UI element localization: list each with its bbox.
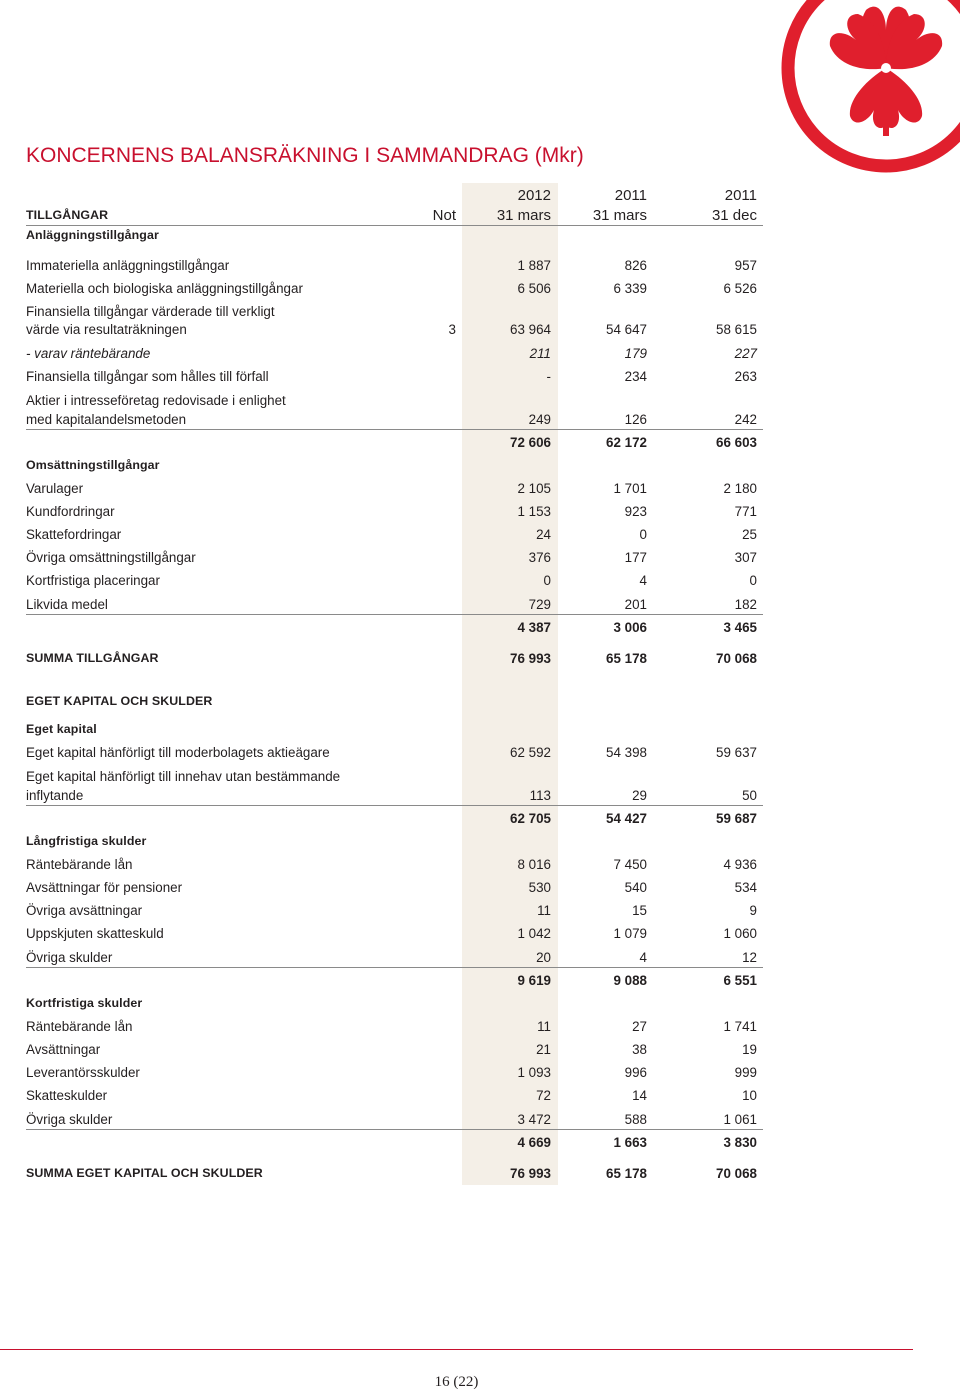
value-2012-mar: 211	[529, 346, 551, 361]
row-label: Övriga skulder	[26, 1112, 113, 1127]
value-2011-dec: 6 551	[723, 973, 757, 988]
value-2011-dec: 2 180	[723, 481, 757, 496]
value-2011-mar: 4	[639, 573, 647, 588]
row-label: med kapitalandelsmetoden	[26, 412, 187, 427]
value-2011-mar: 826	[624, 258, 647, 273]
value-2011-dec: 59 687	[716, 811, 757, 826]
value-2011-mar: 4	[639, 950, 647, 965]
table-row	[26, 1085, 763, 1105]
row-label: Aktier i intresseföretag redovisade i enlighet	[26, 393, 286, 408]
value-2011-mar: 179	[624, 346, 647, 361]
row-label: Långfristiga skulder	[26, 834, 147, 848]
row-label: Immateriella anläggningstillgångar	[26, 258, 230, 273]
value-2011-dec: 307	[734, 550, 757, 565]
table-row	[26, 501, 763, 521]
row-label: SUMMA EGET KAPITAL OCH SKULDER	[26, 1166, 263, 1180]
value-2011-dec: 242	[734, 412, 757, 427]
value-2011-mar: 29	[632, 788, 647, 803]
value-2011-mar: 65 178	[606, 1166, 647, 1181]
table-row	[26, 1163, 763, 1183]
value-2012-mar: 62 592	[510, 745, 551, 760]
value-2011-mar: 234	[624, 369, 647, 384]
value-2011-dec: 227	[734, 346, 757, 361]
row-label: Kundfordringar	[26, 504, 115, 519]
row-label: Anläggningstillgångar	[26, 228, 159, 242]
row-label: - varav räntebärande	[26, 346, 151, 361]
table-row	[26, 691, 763, 711]
value-2011-mar: 14	[632, 1088, 647, 1103]
subtotal-row	[26, 432, 763, 452]
table-row	[26, 993, 763, 1013]
value-2012-mar: 1 887	[517, 258, 551, 273]
table-row	[26, 1039, 763, 1059]
row-label: SUMMA TILLGÅNGAR	[26, 651, 159, 665]
table-row	[26, 1016, 763, 1036]
value-2012-mar: 249	[528, 412, 551, 427]
row-label: Övriga omsättningstillgångar	[26, 550, 196, 565]
row-label: inflytande	[26, 788, 84, 803]
value-2011-mar: 588	[624, 1112, 647, 1127]
row-label: Omsättningstillgångar	[26, 458, 160, 472]
value-2011-mar: 126	[624, 412, 647, 427]
value-2011-dec: 534	[734, 880, 757, 895]
value-2011-dec: 3 830	[723, 1135, 757, 1150]
table-row	[26, 785, 763, 806]
value-2011-mar: 177	[624, 550, 647, 565]
col1-year: 2012	[517, 187, 551, 204]
subtotal-row	[26, 1132, 763, 1152]
value-2012-mar: 9 619	[517, 973, 551, 988]
value-2011-mar: 54 427	[606, 811, 647, 826]
value-2011-mar: 9 088	[613, 973, 647, 988]
table-row	[26, 1062, 763, 1082]
value-2011-dec: 1 060	[723, 926, 757, 941]
row-label: Leverantörsskulder	[26, 1065, 140, 1080]
value-2012-mar: 3 472	[517, 1112, 551, 1127]
value-2011-dec: 1 061	[723, 1112, 757, 1127]
value-2011-mar: 3 006	[613, 620, 647, 635]
header-years-row	[26, 186, 763, 205]
value-2011-dec: 957	[734, 258, 757, 273]
value-2012-mar: 6 506	[517, 281, 551, 296]
value-2012-mar: 0	[543, 573, 551, 588]
value-2012-mar: 21	[536, 1042, 551, 1057]
table-row	[26, 648, 763, 668]
subtotal-row	[26, 808, 763, 828]
row-label: Avsättningar för pensioner	[26, 880, 183, 895]
value-2012-mar: 530	[528, 880, 551, 895]
table-row	[26, 923, 763, 943]
value-2012-mar: 729	[528, 597, 551, 612]
row-label: Skattefordringar	[26, 527, 122, 542]
table-row	[26, 225, 763, 245]
value-2011-mar: 65 178	[606, 651, 647, 666]
value-2012-mar: 2 105	[517, 481, 551, 496]
row-label: Eget kapital	[26, 722, 97, 736]
value-2012-mar: 62 705	[510, 811, 551, 826]
value-2011-dec: 263	[734, 369, 757, 384]
value-2011-mar: 62 172	[606, 435, 647, 450]
col1-date: 31 mars	[496, 207, 551, 224]
table-row	[26, 594, 763, 615]
table-row	[26, 547, 763, 567]
row-label: Eget kapital hänförligt till moderbolagets aktieägare	[26, 745, 330, 760]
not-column-header: Not	[432, 207, 456, 224]
col3-year: 2011	[724, 187, 757, 204]
table-row	[26, 766, 763, 786]
value-2011-dec: 771	[734, 504, 757, 519]
value-2012-mar: 1 042	[517, 926, 551, 941]
value-2011-mar: 6 339	[613, 281, 647, 296]
table-row	[26, 301, 763, 321]
value-2011-mar: 201	[624, 597, 647, 612]
value-2011-dec: 66 603	[716, 435, 757, 450]
table-row	[26, 570, 763, 590]
table-row	[26, 900, 763, 920]
note-ref: 3	[448, 322, 456, 337]
value-2011-mar: 1 079	[613, 926, 647, 941]
row-label: Avsättningar	[26, 1042, 101, 1057]
table-row	[26, 478, 763, 498]
table-row	[26, 409, 763, 430]
value-2012-mar: 113	[529, 788, 551, 803]
table-row	[26, 719, 763, 739]
row-label: Finansiella tillgångar som hålles till förfall	[26, 369, 269, 384]
value-2011-mar: 54 647	[606, 322, 647, 337]
value-2011-dec: 1 741	[723, 1019, 757, 1034]
value-2011-dec: 58 615	[716, 322, 757, 337]
value-2012-mar: -	[546, 369, 551, 384]
value-2011-dec: 182	[734, 597, 757, 612]
row-label: EGET KAPITAL OCH SKULDER	[26, 694, 213, 708]
value-2012-mar: 1 153	[517, 504, 551, 519]
table-row	[26, 831, 763, 851]
table-row	[26, 455, 763, 475]
value-2011-mar: 540	[624, 880, 647, 895]
value-2011-mar: 38	[632, 1042, 647, 1057]
value-2012-mar: 4 669	[517, 1135, 551, 1150]
table-row	[26, 1109, 763, 1130]
value-2012-mar: 72 606	[510, 435, 551, 450]
table-row	[26, 524, 763, 544]
row-label: värde via resultaträkningen	[26, 322, 187, 337]
value-2012-mar: 20	[536, 950, 551, 965]
value-2012-mar: 76 993	[510, 651, 551, 666]
value-2011-mar: 54 398	[606, 745, 647, 760]
value-2011-dec: 59 637	[716, 745, 757, 760]
row-label: Övriga skulder	[26, 950, 113, 965]
table-row	[26, 742, 763, 762]
value-2011-mar: 15	[632, 903, 647, 918]
row-label: Uppskjuten skatteskuld	[26, 926, 164, 941]
value-2011-dec: 70 068	[716, 1166, 757, 1181]
value-2012-mar: 63 964	[510, 322, 551, 337]
value-2011-dec: 19	[742, 1042, 757, 1057]
value-2011-dec: 999	[734, 1065, 757, 1080]
value-2011-mar: 996	[624, 1065, 647, 1080]
assets-heading: TILLGÅNGAR	[26, 208, 109, 222]
value-2011-dec: 3 465	[723, 620, 757, 635]
table-row	[26, 390, 763, 410]
row-label: Övriga avsättningar	[26, 903, 143, 918]
value-2012-mar: 11	[537, 903, 551, 918]
value-2012-mar: 376	[528, 550, 551, 565]
table-row	[26, 877, 763, 897]
value-2012-mar: 24	[536, 527, 551, 542]
value-2011-mar: 1 701	[613, 481, 647, 496]
company-logo	[778, 0, 960, 174]
value-2012-mar: 72	[536, 1088, 551, 1103]
value-2011-mar: 0	[639, 527, 647, 542]
value-2012-mar: 8 016	[517, 857, 551, 872]
value-2011-mar: 7 450	[613, 857, 647, 872]
row-label: Materiella och biologiska anläggningstillgångar	[26, 281, 303, 296]
col2-year: 2011	[614, 187, 647, 204]
row-label: Finansiella tillgångar värderade till verkligt	[26, 304, 275, 319]
value-2012-mar: 76 993	[510, 1166, 551, 1181]
table-row	[26, 255, 763, 275]
row-label: Eget kapital hänförligt till innehav utan bestämmande	[26, 769, 341, 784]
value-2011-dec: 0	[749, 573, 757, 588]
row-label: Varulager	[26, 481, 84, 496]
table-row	[26, 854, 763, 874]
table-row	[26, 278, 763, 298]
subtotal-row	[26, 617, 763, 637]
col2-date: 31 mars	[592, 207, 647, 224]
value-2011-dec: 25	[742, 527, 757, 542]
value-2011-dec: 10	[742, 1088, 757, 1103]
row-label: Kortfristiga placeringar	[26, 573, 160, 588]
value-2011-dec: 9	[749, 903, 757, 918]
col3-date: 31 dec	[711, 207, 757, 224]
value-2011-dec: 50	[742, 788, 757, 803]
table-row	[26, 947, 763, 968]
value-2011-dec: 70 068	[716, 651, 757, 666]
value-2012-mar: 1 093	[517, 1065, 551, 1080]
row-label: Skatteskulder	[26, 1088, 108, 1103]
value-2011-dec: 4 936	[723, 857, 757, 872]
value-2011-dec: 12	[742, 950, 757, 965]
table-row	[26, 343, 763, 363]
value-2012-mar: 4 387	[517, 620, 551, 635]
value-2011-mar: 923	[624, 504, 647, 519]
value-2011-mar: 1 663	[613, 1135, 647, 1150]
page-title: KONCERNENS BALANSRÄKNING I SAMMANDRAG (Mkr)	[26, 144, 584, 167]
table-row	[26, 366, 763, 386]
footer-rule	[0, 1349, 913, 1350]
value-2012-mar: 11	[537, 1019, 551, 1034]
row-label: Räntebärande lån	[26, 857, 133, 872]
subtotal-row	[26, 970, 763, 990]
header-dates-row	[26, 205, 763, 226]
page-number: 16 (22)	[434, 1374, 479, 1390]
row-label: Räntebärande lån	[26, 1019, 133, 1034]
value-2011-mar: 27	[632, 1019, 647, 1034]
row-label: Kortfristiga skulder	[26, 996, 143, 1010]
table-row	[26, 319, 763, 339]
row-label: Likvida medel	[26, 597, 108, 612]
value-2011-dec: 6 526	[723, 281, 757, 296]
